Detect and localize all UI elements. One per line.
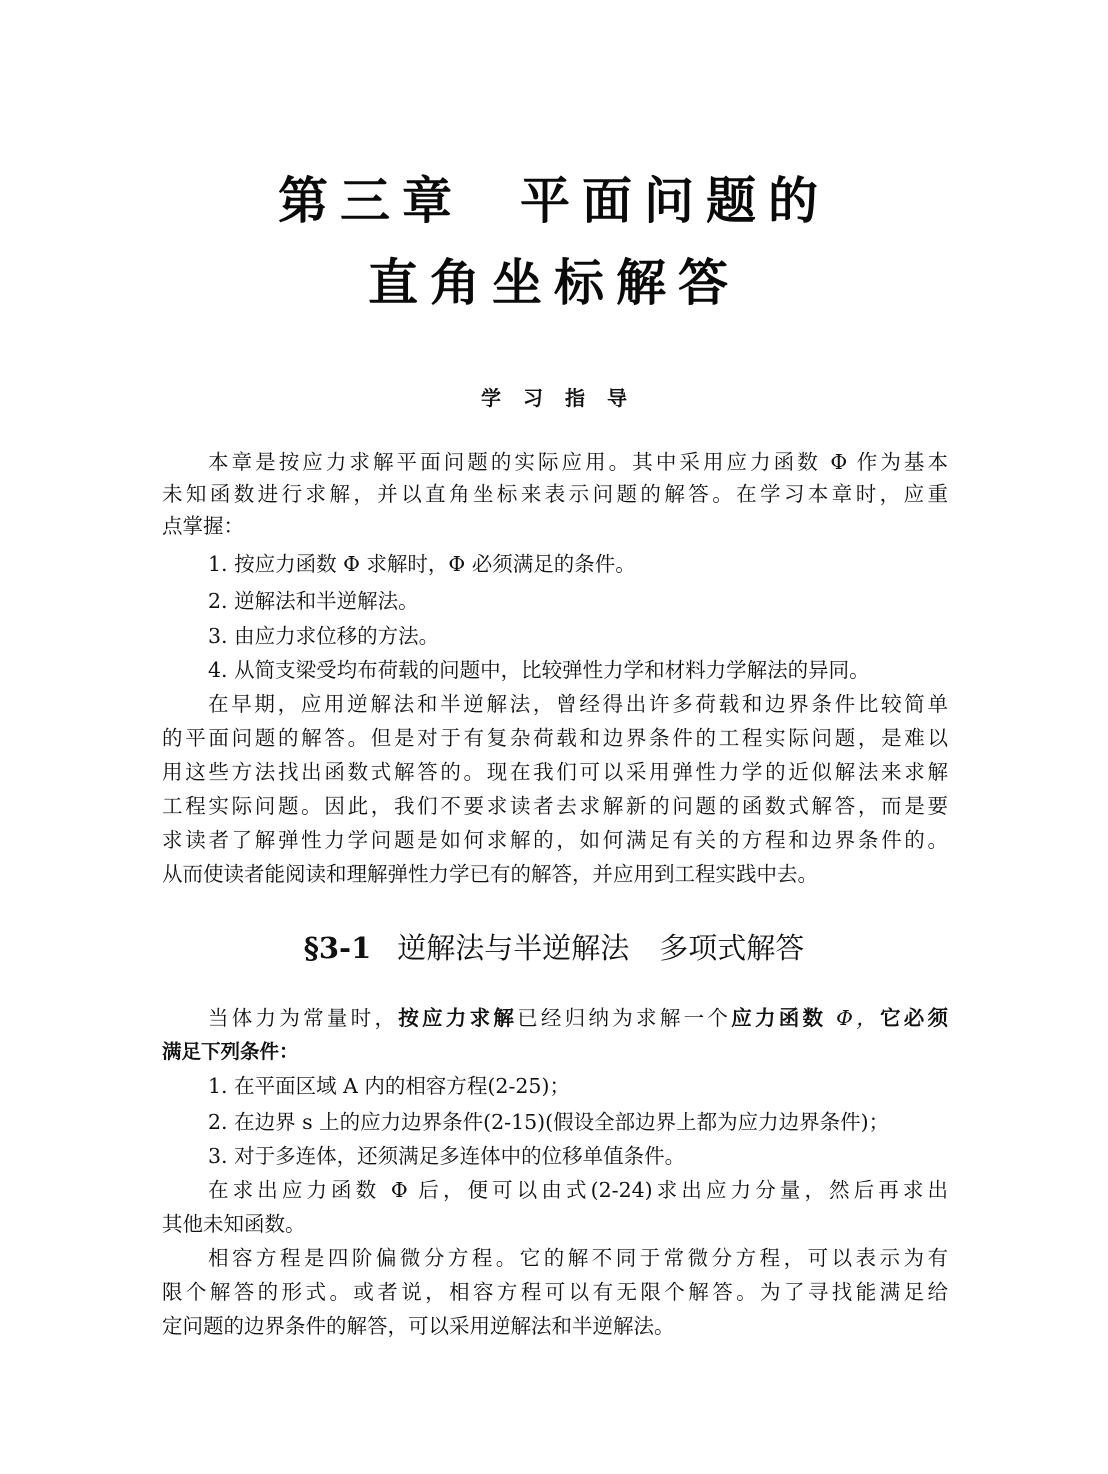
body-list-item-3: 3. 对于多连体，还须满足多连体中的位移单值条件。 (208, 1144, 686, 1168)
guide-line-1: 本章是按应力求解平面问题的实际应用。其中采用应力函数 Φ 作为基本 (208, 450, 948, 474)
body-symbol: Φ， (826, 1006, 880, 1030)
body-line-7: 其他未知函数。 (162, 1212, 306, 1236)
guide-line-11: 工程实际问题。因此，我们不要求读者去求解新的问题的函数式解答，而是要 (162, 794, 948, 818)
body-line-9: 限个解答的形式。或者说，相容方程可以有无限个解答。为了寻找能满足给 (162, 1280, 948, 1304)
chapter-title-part: 平面问题的 (520, 172, 830, 230)
chapter-title-line-2: 直角坐标解答 (368, 254, 740, 312)
guide-line-10: 用这些方法找出函数式解答的。现在我们可以采用弹性力学的近似解法来求解 (162, 760, 948, 784)
guide-line-8: 在早期，应用逆解法和半逆解法，曾经得出许多荷载和边界条件比较简单 (208, 692, 948, 716)
section-number: §3-1 (303, 931, 372, 965)
section-heading (0, 926, 1108, 970)
guide-line-13: 从而使读者能阅读和理解弹性力学已有的解答，并应用到工程实践中去。 (162, 862, 818, 886)
guide-line-12: 求读者了解弹性力学问题是如何求解的，如何满足有关的方程和边界条件的。 (162, 828, 948, 852)
body-list-item-2: 2. 在边界 s 上的应力边界条件(2-15)(假设全部边界上都为应力边界条件)； (208, 1110, 890, 1134)
chapter-title-line-1 (0, 172, 1108, 230)
section-title-part-2: 多项式解答 (659, 931, 805, 965)
body-line-8: 相容方程是四阶偏微分方程。它的解不同于常微分方程，可以表示为有 (208, 1246, 948, 1270)
body-emphasis: 按应力求解 (398, 1006, 518, 1030)
body-text: 当体力为常量时， (208, 1006, 399, 1030)
guide-line-2: 未知函数进行求解，并以直角坐标来表示问题的解答。在学习本章时，应重 (162, 482, 948, 506)
body-text: 已经归纳为求解一个 (517, 1006, 732, 1030)
body-line-10: 定问题的边界条件的解答，可以采用逆解法和半逆解法。 (162, 1314, 675, 1338)
guide-list-item-4: 4. 从简支梁受均布荷载的问题中，比较弹性力学和材料力学解法的异同。 (208, 658, 870, 682)
body-line-1 (162, 1002, 948, 1034)
body-list-item-1: 1. 在平面区域 A 内的相容方程(2-25)； (208, 1074, 570, 1098)
chapter-number: 第三章 (278, 172, 464, 230)
body-emphasis: 应力函数 (731, 1006, 827, 1030)
guide-line-9: 的平面问题的解答。但是对于有复杂荷载和边界条件的工程实际问题，是难以 (162, 726, 948, 750)
body-emphasis: 它必须 (879, 1006, 948, 1030)
guide-list-item-2: 2. 逆解法和半逆解法。 (208, 589, 419, 613)
guide-list-item-3: 3. 由应力求位移的方法。 (208, 624, 440, 648)
body-line-6: 在求出应力函数 Φ 后，便可以由式(2-24)求出应力分量，然后再求出 (208, 1178, 948, 1202)
guide-list-item-1: 1. 按应力函数 Φ 求解时，Φ 必须满足的条件。 (208, 552, 636, 576)
section-title-part-1: 逆解法与半逆解法 (397, 931, 630, 965)
guide-line-3: 点掌握： (162, 514, 244, 538)
body-line-2: 满足下列条件： (162, 1040, 299, 1063)
study-guide-heading: 学习指导 (481, 386, 649, 410)
